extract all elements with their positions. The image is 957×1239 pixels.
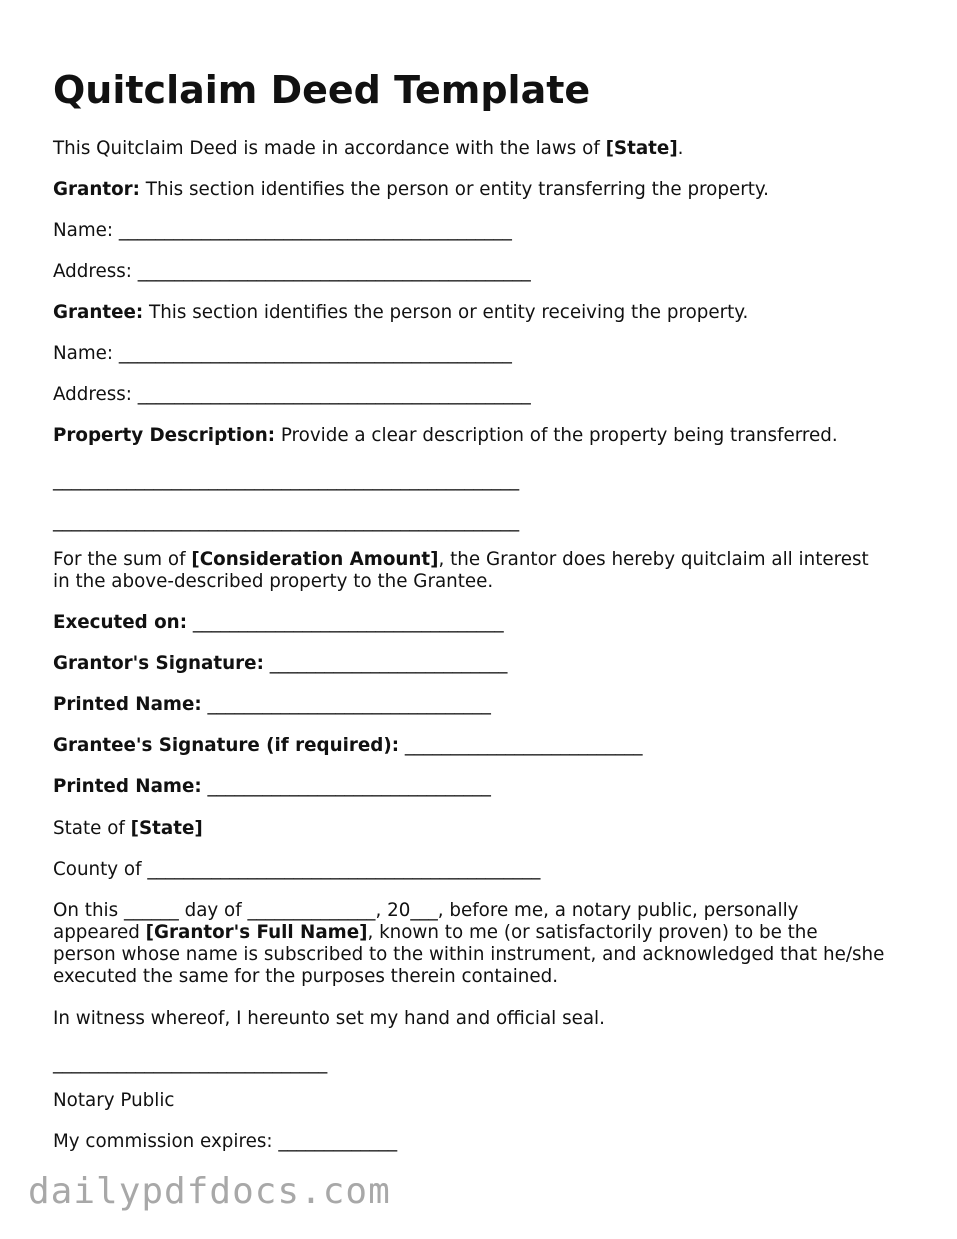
intro-paragraph: This Quitclaim Deed is made in accordance with the laws of [State]. <box>53 138 684 159</box>
property-description-field-1[interactable]: ___________________________________________________ <box>53 470 520 491</box>
notary-paragraph-line-1: On this ______ day of ______________, 20___, before me, a notary public, personally <box>53 900 799 921</box>
executed-on-field[interactable]: Executed on: __________________________________ <box>53 612 504 633</box>
notary-state-placeholder: [State] <box>130 818 203 839</box>
notary-paragraph-line-3: person whose name is subscribed to the within instrument, and acknowledged that he/she <box>53 944 885 965</box>
commission-expires-field[interactable]: My commission expires: _____________ <box>53 1131 398 1152</box>
witness-statement: In witness whereof, I hereunto set my hand and official seal. <box>53 1008 605 1029</box>
grantor-signature-field[interactable]: Grantor's Signature: __________________________ <box>53 653 508 674</box>
property-description-field-2[interactable]: ___________________________________________________ <box>53 511 520 532</box>
consideration-line-2: in the above-described property to the Grantee. <box>53 571 494 592</box>
grantor-printed-name-field[interactable]: Printed Name: _______________________________ <box>53 694 491 715</box>
document-title: Quitclaim Deed Template <box>53 68 591 112</box>
grantor-full-name-placeholder: [Grantor's Full Name] <box>145 922 368 943</box>
notary-state-line: State of [State] <box>53 818 203 839</box>
notary-county-field[interactable]: County of ___________________________________________ <box>53 859 541 880</box>
grantee-heading: Grantee: This section identifies the person or entity receiving the property. <box>53 302 749 323</box>
consideration-amount-placeholder: [Consideration Amount] <box>191 549 439 570</box>
grantor-name-field[interactable]: Name: ___________________________________________ <box>53 220 512 241</box>
grantor-address-field[interactable]: Address: ___________________________________________ <box>53 261 531 282</box>
notary-public-label: Notary Public <box>53 1090 175 1111</box>
grantee-name-field[interactable]: Name: ___________________________________________ <box>53 343 512 364</box>
notary-signature-field[interactable]: ______________________________ <box>53 1053 328 1074</box>
consideration-line-1: For the sum of [Consideration Amount], the Grantor does hereby quitclaim all interest <box>53 549 869 570</box>
grantee-printed-name-field[interactable]: Printed Name: _______________________________ <box>53 776 491 797</box>
notary-paragraph-line-2: appeared [Grantor's Full Name], known to me (or satisfactorily proven) to be the <box>53 922 818 943</box>
grantor-heading: Grantor: This section identifies the person or entity transferring the property. <box>53 179 769 200</box>
grantee-signature-field[interactable]: Grantee's Signature (if required): __________________________ <box>53 735 643 756</box>
watermark-text: dailypdfdocs.com <box>28 1171 391 1212</box>
state-placeholder: [State] <box>605 138 678 159</box>
property-description-heading: Property Description: Provide a clear description of the property being transferred. <box>53 425 838 446</box>
grantee-address-field[interactable]: Address: ___________________________________________ <box>53 384 531 405</box>
notary-paragraph-line-4: executed the same for the purposes therein contained. <box>53 966 559 987</box>
